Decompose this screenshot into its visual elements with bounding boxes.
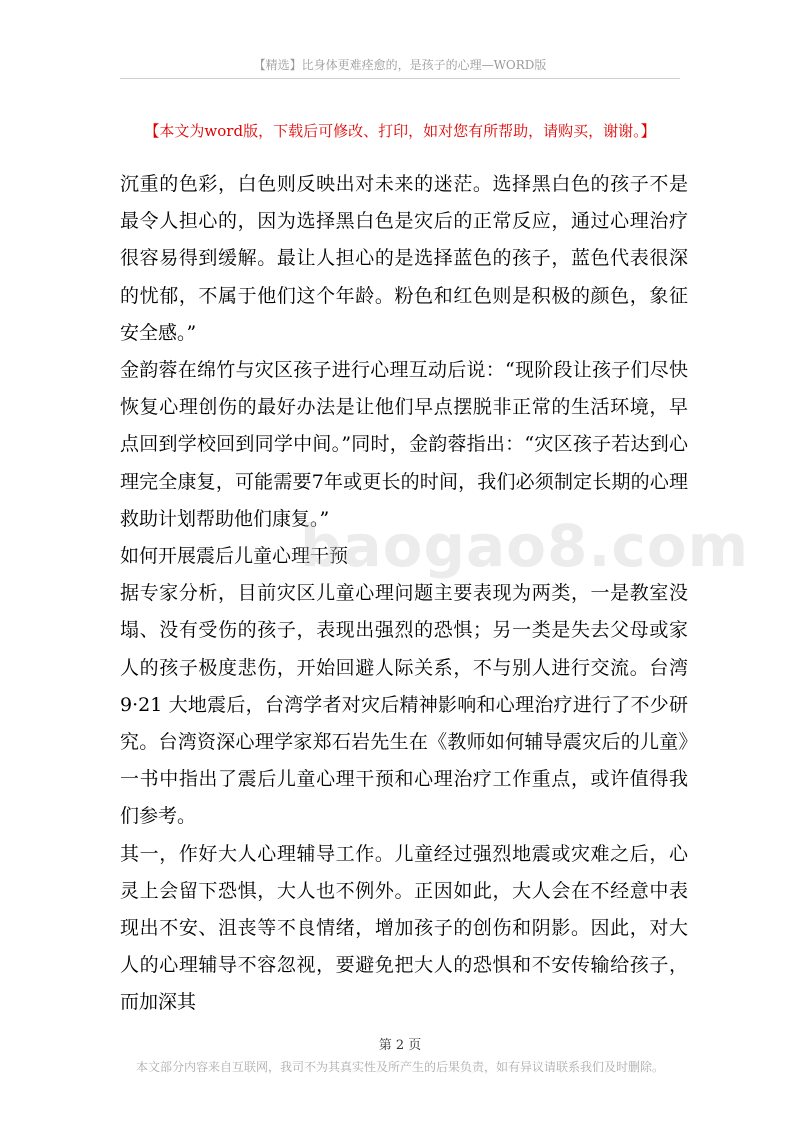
page-number: 第 2 页 <box>378 1038 422 1053</box>
download-notice: 【本文为word版，下载后可修改、打印，如对您有所帮助，请购买，谢谢。】 <box>144 122 656 140</box>
paragraph: 据专家分析，目前灾区儿童心理问题主要表现为两类，一是教室没塌、没有受伤的孩子，表现出强烈的恐惧；另一类是失去父母或家人的孩子极度悲伤，开始回避人际关系，不与别人进行交流。台湾 9·21 大地震后，台湾学者对灾后精神影响和心理治疗进行了不少研究。台湾资深心理学家郑石岩先生在《教师如何辅导震灾后的儿童》一书中指出了震后儿童心理干预和心理治疗工作重点，或许值得我们参考。 <box>120 582 688 828</box>
watermark: baogao8.com <box>300 512 750 580</box>
page-footer: 本文部分内容来自互联网，我司不为其真实性及所产生的后果负责，如有异议请联系我们及时删除。 <box>135 1060 664 1074</box>
document-body <box>120 166 750 1022</box>
header-divider <box>120 78 680 79</box>
page-header: 【精选】比身体更难痊愈的，是孩子的心理—WORD版 <box>253 58 547 72</box>
section-heading: 如何开展震后儿童心理干预 <box>120 545 349 568</box>
paragraph: 金韵蓉在绵竹与灾区孩子进行心理互动后说：“现阶段让孩子们尽快恢复心理创伤的最好办法是让他们早点摆脱非正常的生活环境，早点回到学校回到同学中间。”同时，金韵蓉指出：“灾区孩子若达到心理完全康复，可能需要7年或更长的时间，我们必须制定长期的心理救助计划帮助他们康复。” <box>120 359 688 530</box>
paragraph: 沉重的色彩，白色则反映出对未来的迷茫。选择黑白色的孩子不是最令人担心的，因为选择黑白色是灾后的正常反应，通过心理治疗很容易得到缓解。最让人担心的是选择蓝色的孩子，蓝色代表很深的忧郁，不属于他们这个年龄。粉色和红色则是积极的颜色，象征安全感。” <box>120 173 688 344</box>
paragraph: 其一，作好大人心理辅导工作。儿童经过强烈地震或灾难之后，心灵上会留下恐惧，大人也不例外。正因如此，大人会在不经意中表现出不安、沮丧等不良情绪，增加孩子的创伤和阴影。因此，对大人的心理辅导不容忽视，要避免把大人的恐惧和不安传输给孩子，而加深其 <box>120 842 688 1014</box>
